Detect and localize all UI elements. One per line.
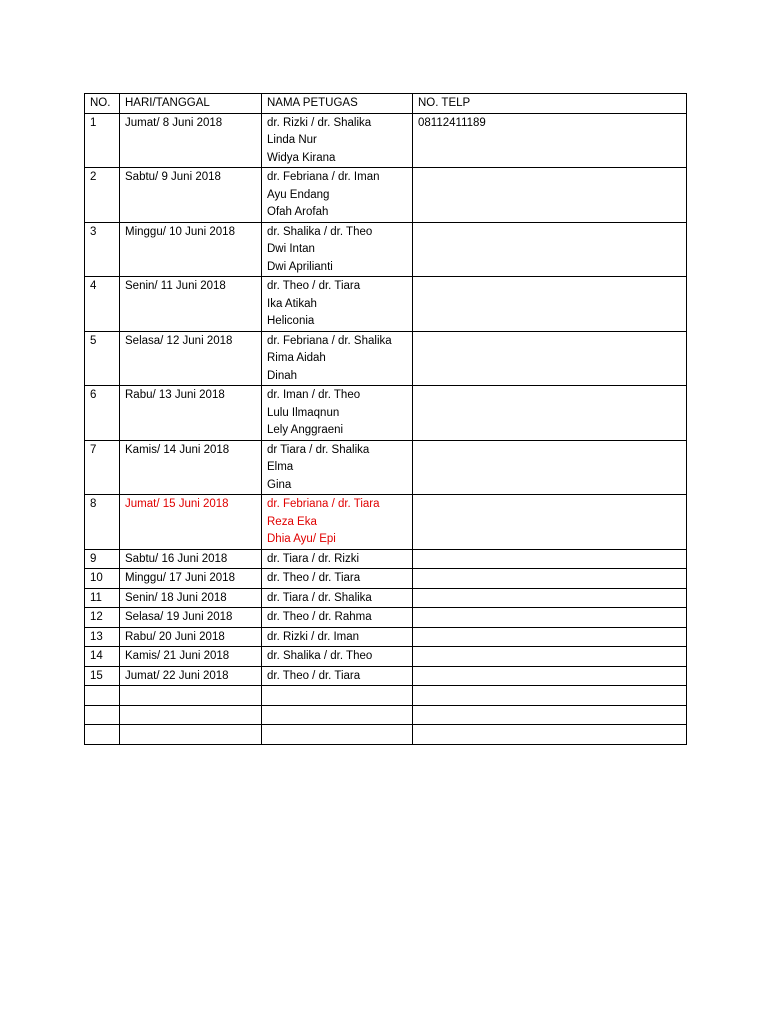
staff-name: dr. Tiara / dr. Rizki bbox=[267, 552, 360, 565]
cell-no: 4 bbox=[85, 277, 120, 332]
table-body bbox=[85, 113, 687, 744]
cell-no: 8 bbox=[85, 495, 120, 550]
cell-phone: 08112411189 bbox=[413, 113, 687, 168]
table-row bbox=[85, 686, 687, 706]
cell-date: Kamis/ 14 Juni 2018 bbox=[120, 440, 262, 495]
cell-staff bbox=[262, 222, 413, 277]
staff-name: dr. Tiara / dr. Shalika bbox=[267, 591, 372, 604]
cell-date: Rabu/ 20 Juni 2018 bbox=[120, 627, 262, 647]
cell-phone bbox=[413, 549, 687, 569]
cell-phone bbox=[413, 725, 687, 745]
cell-staff bbox=[262, 627, 413, 647]
staff-name: Linda Nur bbox=[267, 134, 317, 146]
cell-date: Senin/ 18 Juni 2018 bbox=[120, 588, 262, 608]
cell-phone bbox=[413, 277, 687, 332]
cell-no: 5 bbox=[85, 331, 120, 386]
table-row bbox=[85, 627, 687, 647]
cell-no bbox=[85, 686, 120, 706]
staff-name: Reza Eka bbox=[267, 515, 317, 528]
staff-name: dr. Theo / dr. Rahma bbox=[267, 611, 372, 623]
cell-staff bbox=[262, 113, 413, 168]
staff-name: Elma bbox=[267, 461, 294, 473]
cell-date: Sabtu/ 9 Juni 2018 bbox=[120, 168, 262, 223]
header-no: NO. bbox=[85, 94, 120, 114]
cell-date: Senin/ 11 Juni 2018 bbox=[120, 277, 262, 332]
table-row bbox=[85, 666, 687, 686]
table-row bbox=[85, 495, 687, 550]
table-row bbox=[85, 331, 687, 386]
cell-phone bbox=[413, 222, 687, 277]
table-row bbox=[85, 277, 687, 332]
table-row bbox=[85, 588, 687, 608]
staff-name: Lely Anggraeni bbox=[267, 424, 344, 436]
table-row bbox=[85, 725, 687, 745]
cell-date: Jumat/ 22 Juni 2018 bbox=[120, 666, 262, 686]
cell-date bbox=[120, 705, 262, 725]
table-row bbox=[85, 705, 687, 725]
cell-phone bbox=[413, 386, 687, 441]
staff-name: dr. Iman / dr. Theo bbox=[267, 389, 361, 401]
staff-name: dr. Rizki / dr. Shalika bbox=[267, 116, 372, 129]
cell-staff bbox=[262, 440, 413, 495]
staff-name: dr. Shalika / dr. Theo bbox=[267, 650, 373, 662]
cell-date: Kamis/ 21 Juni 2018 bbox=[120, 647, 262, 667]
cell-phone bbox=[413, 705, 687, 725]
staff-name: Dhia Ayu/ Epi bbox=[267, 533, 336, 545]
cell-staff bbox=[262, 569, 413, 589]
cell-no: 11 bbox=[85, 588, 120, 608]
cell-date: Jumat/ 15 Juni 2018 bbox=[120, 495, 262, 550]
cell-date bbox=[120, 725, 262, 745]
cell-no: 3 bbox=[85, 222, 120, 277]
cell-phone bbox=[413, 608, 687, 628]
cell-phone bbox=[413, 168, 687, 223]
staff-name: dr. Febriana / dr. Iman bbox=[267, 171, 380, 183]
cell-no: 15 bbox=[85, 666, 120, 686]
cell-staff bbox=[262, 386, 413, 441]
staff-name: Dinah bbox=[267, 369, 298, 382]
table-row bbox=[85, 608, 687, 628]
cell-phone bbox=[413, 331, 687, 386]
cell-date: Rabu/ 13 Juni 2018 bbox=[120, 386, 262, 441]
duty-schedule-table bbox=[84, 93, 687, 745]
cell-phone bbox=[413, 440, 687, 495]
cell-phone bbox=[413, 588, 687, 608]
staff-name: dr. Febriana / dr. Shalika bbox=[267, 334, 392, 347]
cell-no bbox=[85, 725, 120, 745]
cell-staff bbox=[262, 725, 413, 745]
cell-date: Minggu/ 10 Juni 2018 bbox=[120, 222, 262, 277]
table-row bbox=[85, 386, 687, 441]
cell-staff bbox=[262, 666, 413, 686]
cell-date: Sabtu/ 16 Juni 2018 bbox=[120, 549, 262, 569]
staff-name: dr. Theo / dr. Tiara bbox=[267, 572, 361, 584]
cell-staff bbox=[262, 588, 413, 608]
cell-no: 7 bbox=[85, 440, 120, 495]
cell-no: 14 bbox=[85, 647, 120, 667]
cell-no: 6 bbox=[85, 386, 120, 441]
staff-name bbox=[267, 687, 407, 705]
table-row bbox=[85, 222, 687, 277]
table-row bbox=[85, 168, 687, 223]
cell-date: Selasa/ 19 Juni 2018 bbox=[120, 608, 262, 628]
cell-no: 1 bbox=[85, 113, 120, 168]
staff-name: Rima Aidah bbox=[267, 352, 326, 364]
cell-phone bbox=[413, 495, 687, 550]
cell-staff bbox=[262, 686, 413, 706]
cell-phone bbox=[413, 647, 687, 667]
table-row bbox=[85, 549, 687, 569]
cell-phone bbox=[413, 666, 687, 686]
cell-staff bbox=[262, 647, 413, 667]
header-staff: NAMA PETUGAS bbox=[262, 94, 413, 114]
staff-name: Gina bbox=[267, 478, 292, 491]
cell-phone bbox=[413, 627, 687, 647]
cell-staff bbox=[262, 331, 413, 386]
staff-name bbox=[267, 726, 407, 744]
cell-date: Selasa/ 12 Juni 2018 bbox=[120, 331, 262, 386]
staff-name: Dwi Aprilianti bbox=[267, 260, 333, 273]
staff-name: Dwi Intan bbox=[267, 243, 315, 255]
cell-date: Minggu/ 17 Juni 2018 bbox=[120, 569, 262, 589]
header-phone: NO. TELP bbox=[413, 94, 687, 114]
staff-name: Ayu Endang bbox=[267, 188, 330, 201]
staff-name: Ika Atikah bbox=[267, 297, 317, 310]
cell-phone bbox=[413, 686, 687, 706]
staff-name: Widya Kirana bbox=[267, 151, 336, 164]
cell-staff bbox=[262, 705, 413, 725]
cell-no: 9 bbox=[85, 549, 120, 569]
cell-no: 12 bbox=[85, 608, 120, 628]
cell-no bbox=[85, 705, 120, 725]
staff-name: dr. Theo / dr. Tiara bbox=[267, 669, 361, 682]
cell-staff bbox=[262, 608, 413, 628]
cell-no: 10 bbox=[85, 569, 120, 589]
cell-no: 2 bbox=[85, 168, 120, 223]
staff-name: dr. Febriana / dr. Tiara bbox=[267, 498, 380, 510]
cell-staff bbox=[262, 549, 413, 569]
table-row bbox=[85, 647, 687, 667]
cell-date: Jumat/ 8 Juni 2018 bbox=[120, 113, 262, 168]
staff-name: Lulu Ilmaqnun bbox=[267, 406, 340, 419]
table-row bbox=[85, 113, 687, 168]
staff-name: Heliconia bbox=[267, 315, 315, 327]
cell-staff bbox=[262, 168, 413, 223]
cell-staff bbox=[262, 277, 413, 332]
table-row bbox=[85, 569, 687, 589]
staff-name bbox=[267, 707, 407, 725]
cell-staff bbox=[262, 495, 413, 550]
staff-name: Ofah Arofah bbox=[267, 206, 329, 218]
cell-date bbox=[120, 686, 262, 706]
staff-name: dr Tiara / dr. Shalika bbox=[267, 443, 370, 456]
staff-name: dr. Theo / dr. Tiara bbox=[267, 280, 361, 292]
staff-name: dr. Shalika / dr. Theo bbox=[267, 225, 373, 238]
cell-no: 13 bbox=[85, 627, 120, 647]
staff-name: dr. Rizki / dr. Iman bbox=[267, 630, 360, 643]
cell-phone bbox=[413, 569, 687, 589]
table-row bbox=[85, 440, 687, 495]
header-date: HARI/TANGGAL bbox=[120, 94, 262, 114]
table-header-row bbox=[85, 94, 687, 114]
